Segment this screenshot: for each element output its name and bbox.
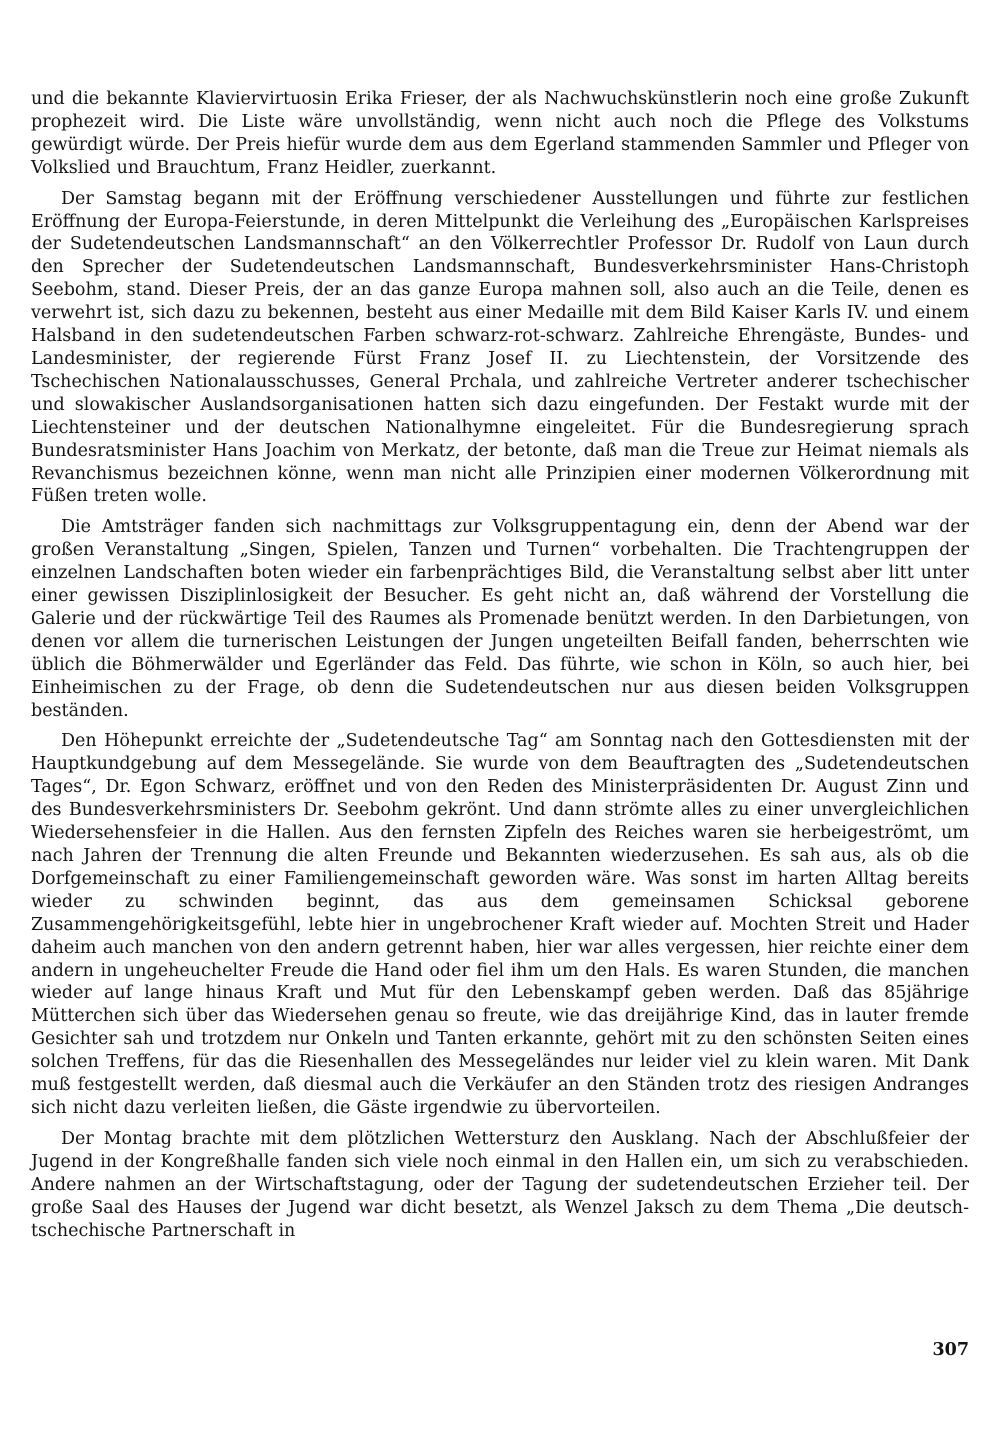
paragraph-5: Der Montag brachte mit dem plötzlichen Wettersturz den Ausklang. Nach der Abschlußfeier der Jugend in der Kongreßhalle fanden sich viele noch einmal in den Hallen ein, um sich zu verabschieden. Andere nahmen an der Wirtschaftstagung, oder der Tagung der sudetendeutschen Erzieher teil. Der große Saal des Hauses der Jugend war dicht besetzt, als Wenzel Jaksch zu dem Thema „Die deutsch-tschechische Partnerschaft in: [31, 1128, 969, 1241]
page-number: 307: [932, 1340, 969, 1360]
paragraph-1: und die bekannte Klaviervirtuosin Erika Frieser, der als Nachwuchskünstlerin noch eine große Zukunft prophezeit wird. Die Liste wäre unvollständig, wenn nicht auch noch die Pflege des Volkstums gewürdigt würde. Der Preis hiefür wurde dem aus dem Egerland stammenden Sammler und Pfleger von Volkslied und Brauchtum, Franz Heidler, zuerkannt.: [31, 89, 969, 178]
paragraph-3: Die Amtsträger fanden sich nachmittags zur Volksgruppentagung ein, denn der Abend war der großen Veranstaltung „Singen, Spielen, Tanzen und Turnen“ vorbehalten. Die Trachtengruppen der einzelnen Landschaften boten wieder ein farbenprächtiges Bild, die Veranstaltung selbst aber litt unter einer gewissen Disziplinlosigkeit der Besucher. Es geht nicht an, daß während der Vorstellung die Galerie und der rückwärtige Teil des Raumes als Promenade benützt werden. In den Darbietungen, von denen vor allem die turnerischen Leistungen der Jungen ungeteilten Beifall fanden, beherrschten wie üblich die Böhmerwälder und Egerländer das Feld. Das führte, wie schon in Köln, so auch hier, bei Einheimischen zu der Frage, ob denn die Sudetendeutschen nur aus diesen beiden Volksgruppen beständen.: [31, 517, 969, 721]
paragraph-2: Der Samstag begann mit der Eröffnung verschiedener Ausstellungen und führte zur festlichen Eröffnung der Europa-Feierstunde, in deren Mittelpunkt die Verleihung des „Europäischen Karlspreises der Sudetendeutschen Landsmannschaft“ an den Völkerrechtler Professor Dr. Rudolf von Laun durch den Sprecher der Sudetendeutschen Landsmannschaft, Bundesverkehrsminister Hans-Christoph Seebohm, stand. Dieser Preis, der an das ganze Europa mahnen soll, also auch an die Teile, denen es verwehrt ist, sich dazu zu bekennen, besteht aus einer Medaille mit dem Bild Kaiser Karls IV. und einem Halsband in den sudetendeutschen Farben schwarz-rot-schwarz. Zahlreiche Ehrengäste, Bundes- und Landesminister, der regierende Fürst Franz Josef II. zu Liechtenstein, der Vorsitzende des Tschechischen Nationalausschusses, General Prchala, und zahlreiche Vertreter anderer tschechischer und slowakischer Auslandsorganisationen hatten sich dazu eingefunden. Der Festakt wurde mit der Liechtensteiner und der deutschen Nationalhymne eingeleitet. Für die Bundesregierung sprach Bundesratsminister Hans Joachim von Merkatz, der betonte, daß man die Treue zur Heimat niemals als Revanchismus bezeichnen könne, wenn man nicht alle Prinzipien einer modernen Völkerordnung mit Füßen treten wolle.: [31, 188, 969, 507]
paragraph-4: Den Höhepunkt erreichte der „Sudetendeutsche Tag“ am Sonntag nach den Gottesdiensten mit der Hauptkundgebung auf dem Messegelände. Sie wurde von dem Beauftragten des „Sudetendeutschen Tages“, Dr. Egon Schwarz, eröffnet und von den Reden des Ministerpräsidenten Dr. August Zinn und des Bundesverkehrsministers Dr. Seebohm gekrönt. Und dann strömte alles zu einer unvergleichlichen Wiedersehensfeier in die Hallen. Aus den fernsten Zipfeln des Reiches waren sie herbeigeströmt, um nach Jahren der Trennung die alten Freunde und Bekannten wiederzusehen. Es sah aus, als ob die Dorfgemeinschaft zu einer Familiengemeinschaft geworden wäre. Was sonst im harten Alltag bereits wieder zu schwinden beginnt, das aus dem gemeinsamen Schicksal geborene Zusammengehörigkeitsgefühl, lebte hier in ungebrochener Kraft wieder auf. Mochten Streit und Hader daheim auch manchen von den andern getrennt haben, hier war alles vergessen, hier reichte einer dem andern in ungeheuchelter Freude die Hand oder fiel ihm um den Hals. Es waren Stunden, die manchen wieder auf lange hinaus Kraft und Mut für den Lebenskampf geben werden. Daß das 85jährige Mütterchen sich über das Wiedersehen genau so freute, wie das dreijährige Kind, das in lauter fremde Gesichter sah und trotzdem nur Onkeln und Tanten erkannte, gehört mit zu den schönsten Seiten eines solchen Treffens, für das die Riesenhallen des Messegeländes nur leider viel zu klein waren. Mit Dank muß festgestellt werden, daß diesmal auch die Verkäufer an den Ständen trotz des riesigen Andranges sich nicht dazu verleiten ließen, die Gäste irgendwie zu übervorteilen.: [31, 731, 969, 1118]
document-body: [31, 88, 969, 1242]
